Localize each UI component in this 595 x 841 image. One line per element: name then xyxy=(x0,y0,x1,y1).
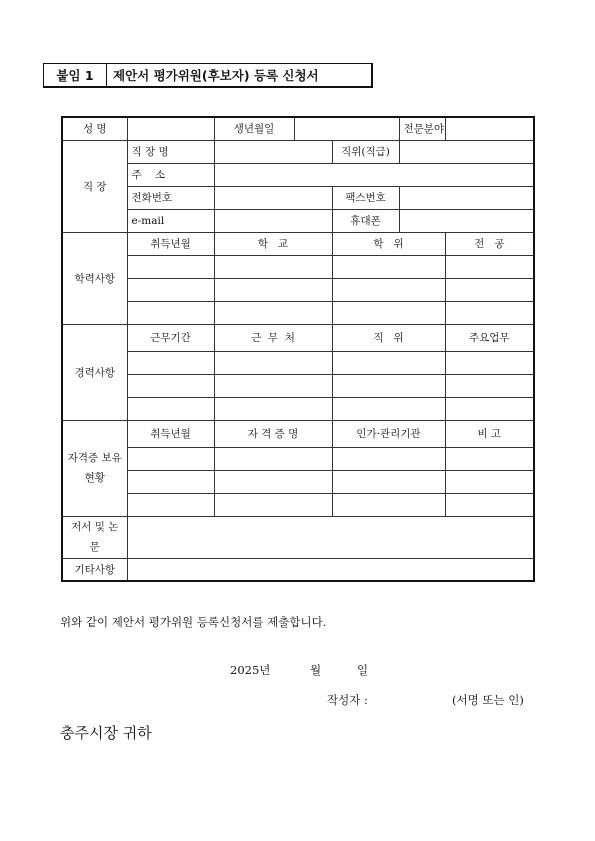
email-label: e-mail xyxy=(127,209,214,232)
license-authority-field[interactable] xyxy=(332,470,445,493)
career-workplace-field[interactable] xyxy=(214,397,332,420)
workplace-name-label: 직 장 명 xyxy=(127,140,214,163)
position-field[interactable] xyxy=(399,140,534,163)
career-label: 경력사항 xyxy=(62,324,127,420)
career-header-workplace: 근 무 처 xyxy=(214,324,332,351)
education-header-date: 취득년월 xyxy=(127,232,214,255)
license-label: 자격증 보유현황 xyxy=(62,420,127,516)
education-degree-field[interactable] xyxy=(332,278,445,301)
education-school-field[interactable] xyxy=(214,255,332,278)
education-header-school: 학 교 xyxy=(214,232,332,255)
fax-label: 팩스번호 xyxy=(332,186,399,209)
education-degree-field[interactable] xyxy=(332,301,445,324)
table-row xyxy=(62,351,534,374)
license-name-field[interactable] xyxy=(214,493,332,516)
mobile-field[interactable] xyxy=(399,209,534,232)
date-month: 월 xyxy=(310,663,322,677)
license-header-authority: 인가·관리기관 xyxy=(332,420,445,447)
career-header-position: 직 위 xyxy=(332,324,445,351)
education-major-field[interactable] xyxy=(445,255,534,278)
table-row xyxy=(62,278,534,301)
other-label: 기타사항 xyxy=(62,558,127,581)
birthdate-label: 생년월일 xyxy=(214,117,294,140)
table-row xyxy=(62,397,534,420)
license-authority-field[interactable] xyxy=(332,447,445,470)
table-row xyxy=(62,374,534,397)
document-title-box xyxy=(43,63,373,88)
table-row xyxy=(62,255,534,278)
career-position-field[interactable] xyxy=(332,397,445,420)
address-label: 주 소 xyxy=(127,163,214,186)
career-duties-field[interactable] xyxy=(445,351,534,374)
addressee: 충주시장 귀하 xyxy=(60,724,152,742)
address-field[interactable] xyxy=(214,163,534,186)
license-header-name: 자 격 증 명 xyxy=(214,420,332,447)
education-school-field[interactable] xyxy=(214,301,332,324)
workplace-label: 직 장 xyxy=(62,140,127,232)
license-remarks-field[interactable] xyxy=(445,470,534,493)
career-period-field[interactable] xyxy=(127,374,214,397)
table-row xyxy=(62,301,534,324)
document-title: 제안서 평가위원(후보자) 등록 신청서 xyxy=(113,68,319,83)
email-field[interactable] xyxy=(214,209,332,232)
fax-field[interactable] xyxy=(399,186,534,209)
education-major-field[interactable] xyxy=(445,278,534,301)
publications-label: 저서 및 논문 xyxy=(62,516,127,558)
workplace-name-field[interactable] xyxy=(214,140,332,163)
license-name-field[interactable] xyxy=(214,470,332,493)
license-header-remarks: 비 고 xyxy=(445,420,534,447)
education-degree-field[interactable] xyxy=(332,255,445,278)
career-duties-field[interactable] xyxy=(445,397,534,420)
position-label: 직위(직급) xyxy=(332,140,399,163)
mobile-label: 휴대폰 xyxy=(332,209,399,232)
publications-field[interactable] xyxy=(127,516,534,558)
education-date-field[interactable] xyxy=(127,255,214,278)
license-remarks-field[interactable] xyxy=(445,493,534,516)
license-name-field[interactable] xyxy=(214,447,332,470)
education-header-major: 전 공 xyxy=(445,232,534,255)
application-form-table xyxy=(61,116,535,582)
table-row xyxy=(62,447,534,470)
date-year: 2025년 xyxy=(230,663,271,677)
phone-label: 전화번호 xyxy=(127,186,214,209)
education-label: 학력사항 xyxy=(62,232,127,324)
signature-note: (서명 또는 인) xyxy=(452,693,524,707)
career-period-field[interactable] xyxy=(127,351,214,374)
education-date-field[interactable] xyxy=(127,278,214,301)
career-workplace-field[interactable] xyxy=(214,374,332,397)
career-position-field[interactable] xyxy=(332,351,445,374)
date-day: 일 xyxy=(357,663,369,677)
phone-field[interactable] xyxy=(214,186,332,209)
other-field[interactable] xyxy=(127,558,534,581)
name-label: 성 명 xyxy=(62,117,127,140)
table-row xyxy=(62,493,534,516)
attachment-tag: 붙임 1 xyxy=(44,64,107,86)
career-workplace-field[interactable] xyxy=(214,351,332,374)
name-field[interactable] xyxy=(127,117,214,140)
license-date-field[interactable] xyxy=(127,470,214,493)
career-position-field[interactable] xyxy=(332,374,445,397)
career-duties-field[interactable] xyxy=(445,374,534,397)
license-remarks-field[interactable] xyxy=(445,447,534,470)
education-date-field[interactable] xyxy=(127,301,214,324)
table-row xyxy=(62,470,534,493)
license-date-field[interactable] xyxy=(127,493,214,516)
submission-statement: 위와 같이 제안서 평가위원 등록신청서를 제출합니다. xyxy=(60,615,327,629)
license-authority-field[interactable] xyxy=(332,493,445,516)
career-period-field[interactable] xyxy=(127,397,214,420)
education-header-degree: 학 위 xyxy=(332,232,445,255)
license-header-date: 취득년월 xyxy=(127,420,214,447)
career-header-duties: 주요업무 xyxy=(445,324,534,351)
birthdate-field[interactable] xyxy=(294,117,399,140)
writer-label: 작성자 : xyxy=(327,693,368,707)
career-header-period: 근무기간 xyxy=(127,324,214,351)
education-major-field[interactable] xyxy=(445,301,534,324)
specialty-label: 전문분야 xyxy=(399,117,445,140)
specialty-field[interactable] xyxy=(445,117,534,140)
license-date-field[interactable] xyxy=(127,447,214,470)
education-school-field[interactable] xyxy=(214,278,332,301)
